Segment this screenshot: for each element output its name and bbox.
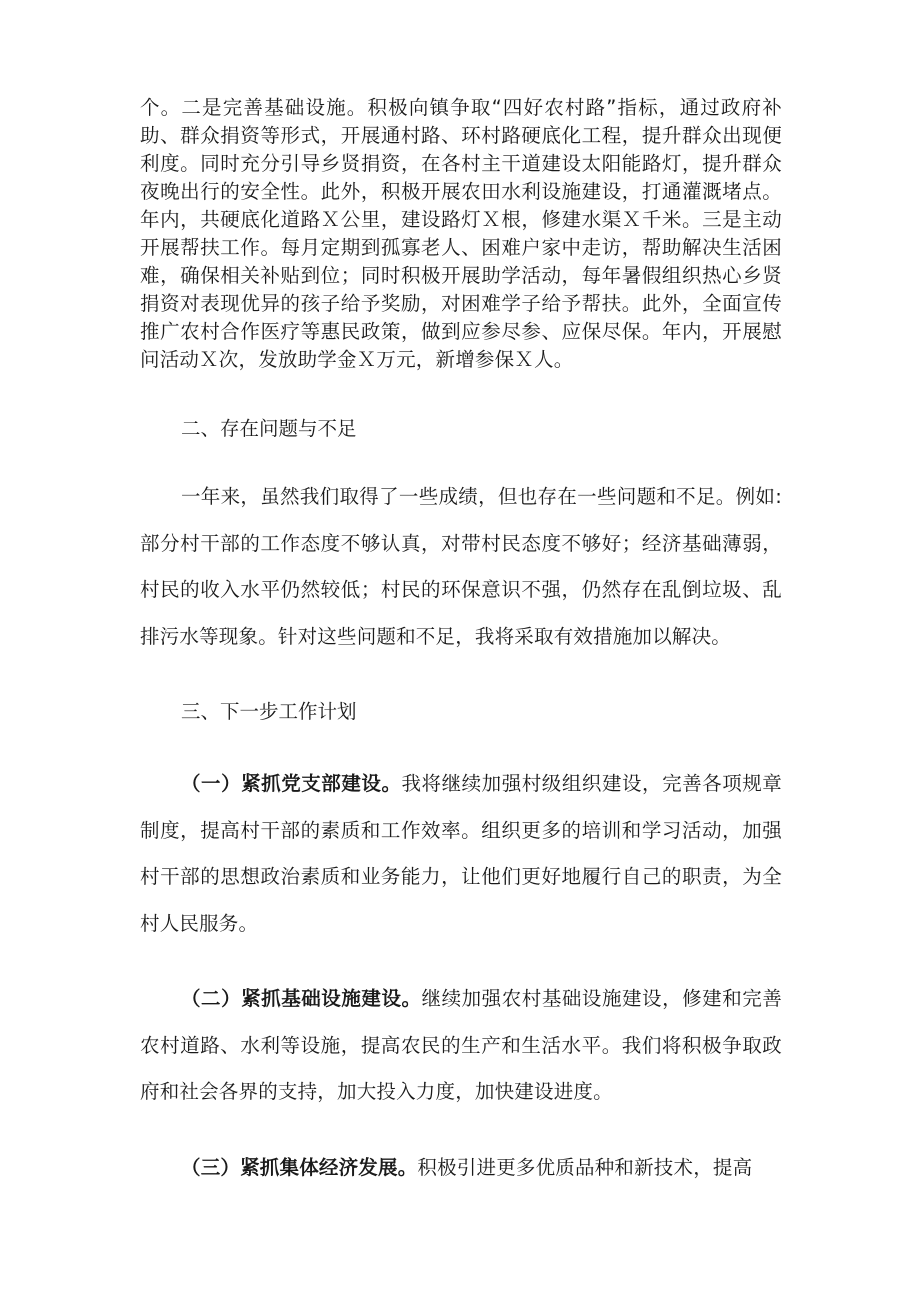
section3-heading: 三、下一步工作计划	[181, 700, 357, 723]
plan-item-text: 积极引进更多优质品种和新技术，提高	[417, 1155, 753, 1179]
section1-continuation-paragraph	[140, 94, 782, 374]
plan-item-title: （二）紧抓基础设施建设。	[181, 987, 422, 1010]
section2-text: 一年来，虽然我们取得了一些成绩，但也存在一些问题和不足。例如:部分村干部的工作态度不够认真，对带村民态度不够好；经济基础薄弱，村民的收入水平仍然较低；村民的环保意识不强，仍然存在乱倒垃圾、乱排污水等现象。针对这些问题和不足，我将采取有效措施加以解决。	[140, 485, 782, 648]
plan-item-paragraph	[140, 761, 782, 947]
plan-item-title: （一）紧抓党支部建设。	[181, 772, 402, 795]
plan-item-text: 我将继续加强村级组织建设，完善各项规章制度，提高村干部的素质和工作效率。组织更多的培训和学习活动，加强村干部的思想政治素质和业务能力，让他们更好地履行自己的职责，为全村人民服务。	[140, 772, 782, 935]
plan-item-text: 继续加强农村基础设施建设，修建和完善农村道路、水利等设施，提高农民的生产和生活水平。我们将积极争取政府和社会各界的支持，加大投入力度，加快建设进度。	[140, 987, 783, 1103]
section2-heading: 二、存在问题与不足	[181, 417, 357, 440]
section2-paragraph	[140, 474, 782, 660]
plan-item-paragraph	[140, 1145, 782, 1192]
plan-item-paragraph	[140, 976, 782, 1116]
document-page	[140, 94, 782, 1191]
plan-item-title: （三）紧抓集体经济发展。	[181, 1155, 418, 1179]
section1-text: 个。二是完善基础设施。积极向镇争取“四好农村路”指标，通过政府补助、群众捐资等形式，开展通村路、环村路硬底化工程，提升群众出现便利度。同时充分引导乡贤捐资，在各村主干道建设太阳能路灯，提升群众夜晚出行的安全性。此外，积极开展农田水利设施建设，打通灌溉堵点。年内，共硬底化道路Ｘ公里，建设路灯Ｘ根，修建水渠Ｘ千米。三是主动开展帮扶工作。每月定期到孤寡老人、困难户家中走访，帮助解决生活困难，确保相关补贴到位；同时积极开展助学活动，每年暑假组织热心乡贤捐资对表现优异的孩子给予奖励，对困难学子给予帮扶。此外，全面宣传推广农村合作医疗等惠民政策，做到应参尽参、应保尽保。年内，开展慰问活动Ｘ次，发放助学金Ｘ万元，新增参保Ｘ人。	[140, 96, 782, 371]
